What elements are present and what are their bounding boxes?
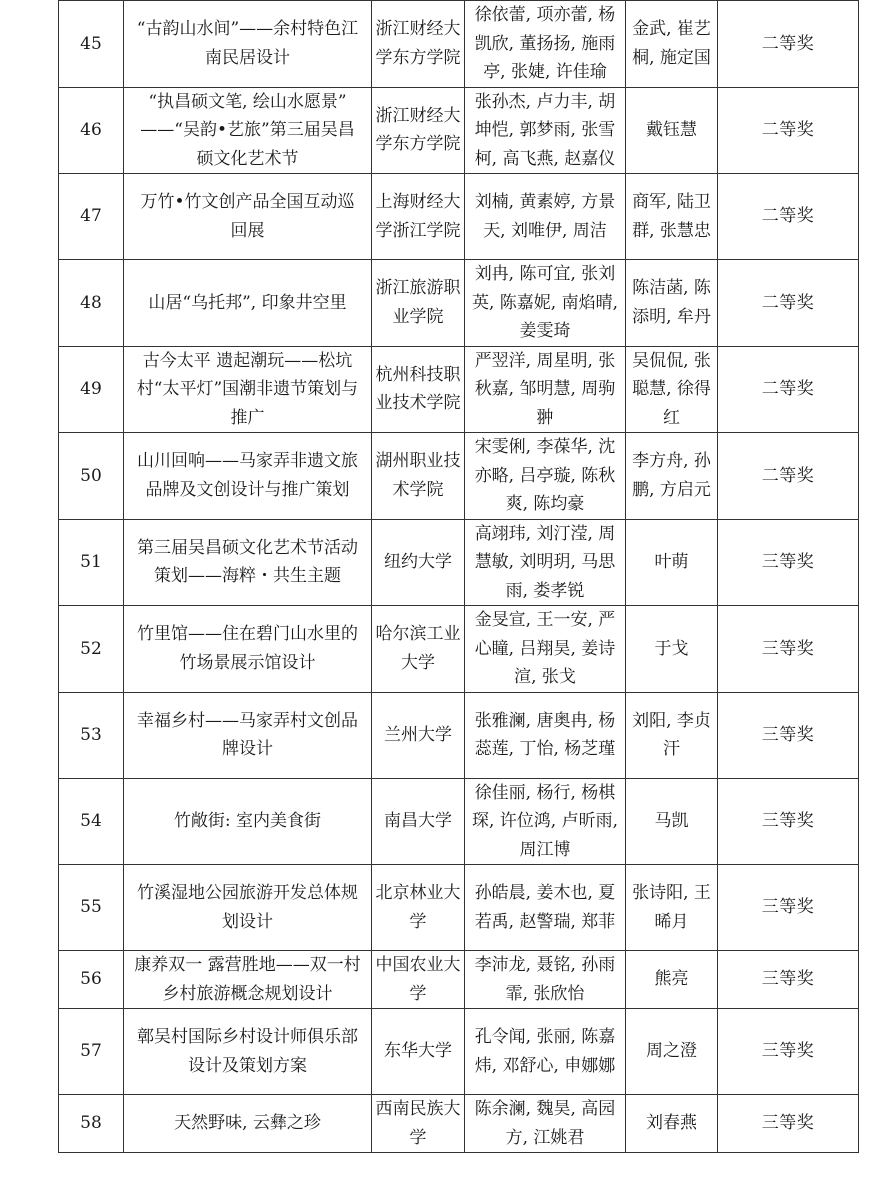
team-members: 高翊玮, 刘汀滢, 周慧敏, 刘明玥, 马思雨, 娄孝锐 xyxy=(465,519,626,606)
team-members: 张孙杰, 卢力丰, 胡坤恺, 郭梦雨, 张雪柯, 高飞燕, 赵嘉仪 xyxy=(465,87,626,174)
project-title: 万竹•竹文创产品全国互动巡回展 xyxy=(124,174,372,260)
advisor-names: 马凯 xyxy=(626,778,718,865)
award-level: 三等奖 xyxy=(718,1009,859,1095)
row-number: 53 xyxy=(59,692,124,778)
award-level: 三等奖 xyxy=(718,778,859,865)
project-title: 山川回响——马家弄非遗文旅品牌及文创设计与推广策划 xyxy=(124,433,372,520)
award-level: 二等奖 xyxy=(718,174,859,260)
advisor-names: 张诗阳, 王晞月 xyxy=(626,865,718,951)
project-title: 天然野味, 云彝之珍 xyxy=(124,1095,372,1153)
row-number: 51 xyxy=(59,519,124,606)
table-row xyxy=(59,692,859,778)
table-row xyxy=(59,346,859,433)
team-members: 刘冉, 陈可宜, 张刘英, 陈嘉妮, 南焰晴, 姜雯琦 xyxy=(465,260,626,347)
school-name: 湖州职业技术学院 xyxy=(372,433,465,520)
row-number: 58 xyxy=(59,1095,124,1153)
row-number: 50 xyxy=(59,433,124,520)
school-name: 浙江财经大学东方学院 xyxy=(372,87,465,174)
row-number: 55 xyxy=(59,865,124,951)
row-number: 47 xyxy=(59,174,124,260)
school-name: 杭州科技职业技术学院 xyxy=(372,346,465,433)
project-title: 竹敞街: 室内美食街 xyxy=(124,778,372,865)
row-number: 52 xyxy=(59,606,124,693)
table-row xyxy=(59,778,859,865)
school-name: 北京林业大学 xyxy=(372,865,465,951)
project-title: “执昌硕文笔, 绘山水愿景” ——“吴韵•艺旅”第三届吴昌硕文化艺术节 xyxy=(124,87,372,174)
advisor-names: 李方舟, 孙鹏, 方启元 xyxy=(626,433,718,520)
advisor-names: 吴侃侃, 张聪慧, 徐得红 xyxy=(626,346,718,433)
team-members: 金旻宣, 王一安, 严心瞳, 吕翔昊, 姜诗渲, 张戈 xyxy=(465,606,626,693)
advisor-names: 熊亮 xyxy=(626,951,718,1009)
team-members: 严翌洋, 周星明, 张秋嘉, 邹明慧, 周驹翀 xyxy=(465,346,626,433)
project-title: 山居“乌托邦”, 印象井空里 xyxy=(124,260,372,347)
school-name: 西南民族大学 xyxy=(372,1095,465,1153)
school-name: 浙江旅游职业学院 xyxy=(372,260,465,347)
team-members: 徐佳丽, 杨行, 杨棋琛, 许位鸿, 卢昕雨, 周江博 xyxy=(465,778,626,865)
team-members: 孔令闻, 张丽, 陈嘉炜, 邓舒心, 申娜娜 xyxy=(465,1009,626,1095)
award-level: 三等奖 xyxy=(718,692,859,778)
award-level: 二等奖 xyxy=(718,433,859,520)
project-title: “古韵山水间”——余村特色江南民居设计 xyxy=(124,1,372,88)
school-name: 浙江财经大学东方学院 xyxy=(372,1,465,88)
award-level: 三等奖 xyxy=(718,519,859,606)
table-row xyxy=(59,87,859,174)
table-row xyxy=(59,1095,859,1153)
award-table-body xyxy=(59,1,859,1153)
team-members: 李沛龙, 聂铭, 孙雨霏, 张欣怡 xyxy=(465,951,626,1009)
table-row xyxy=(59,1009,859,1095)
advisor-names: 戴钰慧 xyxy=(626,87,718,174)
project-title: 康养双一 露营胜地——双一村乡村旅游概念规划设计 xyxy=(124,951,372,1009)
team-members: 张雅澜, 唐奥冉, 杨蕊莲, 丁怡, 杨芝瑾 xyxy=(465,692,626,778)
advisor-names: 刘春燕 xyxy=(626,1095,718,1153)
award-level: 三等奖 xyxy=(718,1095,859,1153)
project-title: 古今太平 遗起潮玩——松坑村“太平灯”国潮非遗节策划与推广 xyxy=(124,346,372,433)
award-level: 二等奖 xyxy=(718,87,859,174)
team-members: 宋雯俐, 李葆华, 沈亦略, 吕亭璇, 陈秋爽, 陈均豪 xyxy=(465,433,626,520)
project-title: 第三届吴昌硕文化艺术节活动策划——海粹・共生主题 xyxy=(124,519,372,606)
project-title: 鄣吴村国际乡村设计师俱乐部设计及策划方案 xyxy=(124,1009,372,1095)
award-level: 三等奖 xyxy=(718,606,859,693)
team-members: 陈余澜, 魏昊, 高园方, 江姚君 xyxy=(465,1095,626,1153)
award-level: 三等奖 xyxy=(718,865,859,951)
table-row xyxy=(59,951,859,1009)
table-row xyxy=(59,519,859,606)
school-name: 哈尔滨工业大学 xyxy=(372,606,465,693)
row-number: 48 xyxy=(59,260,124,347)
school-name: 中国农业大学 xyxy=(372,951,465,1009)
table-row xyxy=(59,865,859,951)
award-level: 二等奖 xyxy=(718,346,859,433)
row-number: 49 xyxy=(59,346,124,433)
table-row xyxy=(59,433,859,520)
table-row xyxy=(59,174,859,260)
row-number: 56 xyxy=(59,951,124,1009)
row-number: 57 xyxy=(59,1009,124,1095)
advisor-names: 刘阳, 李贞汗 xyxy=(626,692,718,778)
award-level: 二等奖 xyxy=(718,260,859,347)
advisor-names: 金武, 崔艺桐, 施定国 xyxy=(626,1,718,88)
advisor-names: 于戈 xyxy=(626,606,718,693)
team-members: 徐依蕾, 项亦蕾, 杨凯欣, 董扬扬, 施雨亭, 张婕, 许佳瑜 xyxy=(465,1,626,88)
row-number: 54 xyxy=(59,778,124,865)
advisor-names: 商军, 陆卫群, 张慧忠 xyxy=(626,174,718,260)
school-name: 南昌大学 xyxy=(372,778,465,865)
table-row xyxy=(59,1,859,88)
table-row xyxy=(59,606,859,693)
row-number: 46 xyxy=(59,87,124,174)
project-title: 竹溪湿地公园旅游开发总体规划设计 xyxy=(124,865,372,951)
advisor-names: 叶萌 xyxy=(626,519,718,606)
advisor-names: 周之澄 xyxy=(626,1009,718,1095)
row-number: 45 xyxy=(59,1,124,88)
school-name: 兰州大学 xyxy=(372,692,465,778)
award-level: 二等奖 xyxy=(718,1,859,88)
award-list-table xyxy=(58,0,859,1153)
school-name: 纽约大学 xyxy=(372,519,465,606)
school-name: 上海财经大学浙江学院 xyxy=(372,174,465,260)
team-members: 孙皓晨, 姜木也, 夏若禹, 赵警瑞, 郑菲 xyxy=(465,865,626,951)
project-title: 幸福乡村——马家弄村文创品牌设计 xyxy=(124,692,372,778)
team-members: 刘楠, 黄素婷, 方景天, 刘唯伊, 周洁 xyxy=(465,174,626,260)
award-level: 三等奖 xyxy=(718,951,859,1009)
school-name: 东华大学 xyxy=(372,1009,465,1095)
project-title: 竹里馆——住在碧门山水里的竹场景展示馆设计 xyxy=(124,606,372,693)
advisor-names: 陈洁菡, 陈添明, 牟丹 xyxy=(626,260,718,347)
table-row xyxy=(59,260,859,347)
